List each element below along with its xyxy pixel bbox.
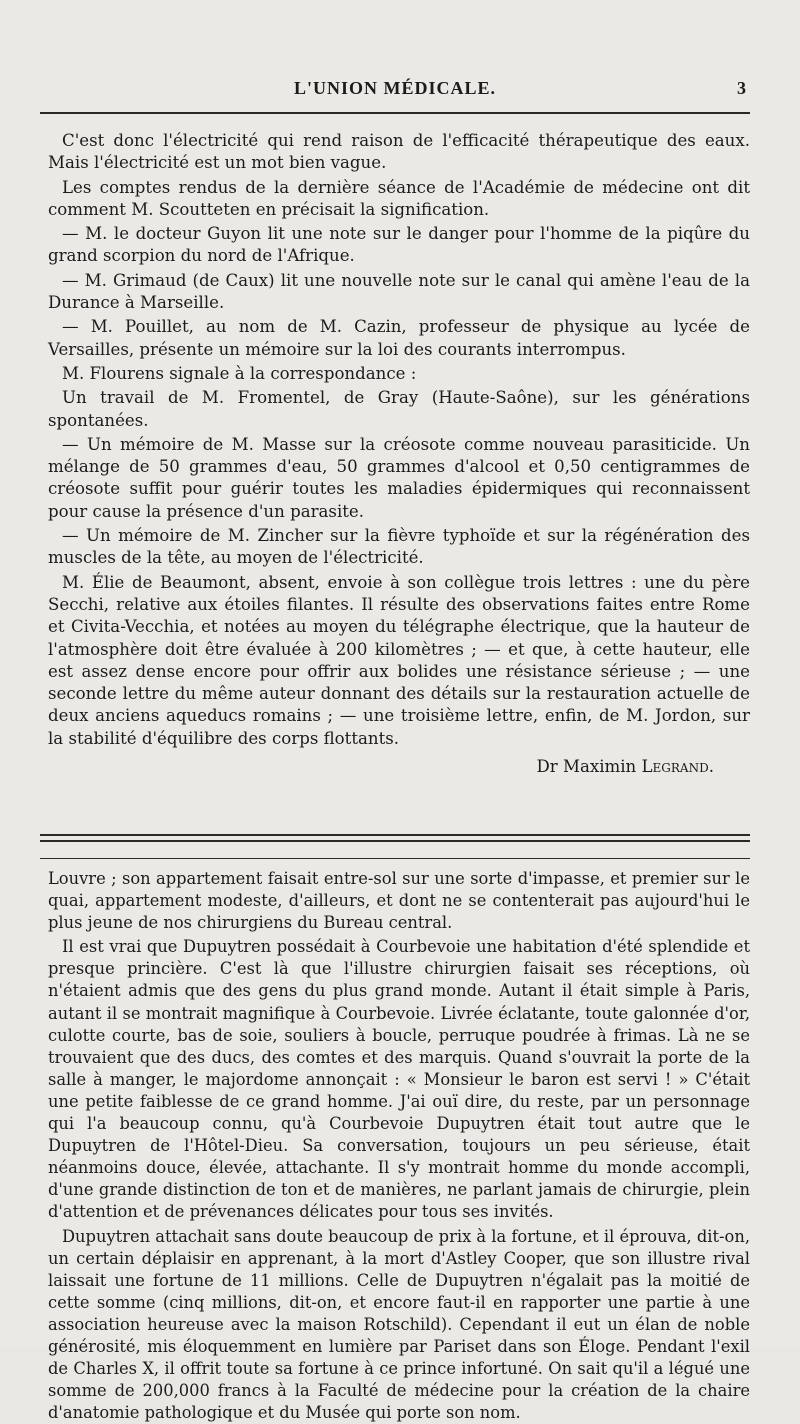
paragraph: — Un mémoire de M. Masse sur la créosote comme nouveau parasiticide. Un mélange de 50 grammes d'eau, 50 grammes d'alcool et 0,50 centigrammes de créosote suffit pour guérir toutes les maladies épidermiques qui reconnaissent pour cause la présence d'un parasite. <box>48 434 750 523</box>
paragraph: Les comptes rendus de la dernière séance de l'Académie de médecine ont dit comment M. Scoutteten en précisait la signification. <box>48 177 750 222</box>
paragraph: Un travail de M. Fromentel, de Gray (Haute-Saône), sur les générations spontanées. <box>48 387 750 432</box>
header-rule <box>40 112 750 114</box>
journal-title: L'UNION MÉDICALE. <box>40 78 750 99</box>
paragraph: — M. le docteur Guyon lit une note sur le danger pour l'homme de la piqûre du grand scorpion du nord de l'Afrique. <box>48 223 750 268</box>
paragraph: — Un mémoire de M. Zincher sur la fièvre typhoïde et sur la régénération des muscles de la tête, au moyen de l'électricité. <box>48 525 750 570</box>
upper-article <box>48 130 750 778</box>
author-signature <box>48 756 750 778</box>
paragraph: C'est donc l'électricité qui rend raison de l'efficacité thérapeutique des eaux. Mais l'électricité est un mot bien vague. <box>48 130 750 175</box>
section-divider <box>40 834 750 836</box>
feuilleton-rule <box>40 858 750 859</box>
paragraph: — M. Grimaud (de Caux) lit une nouvelle note sur le canal qui amène l'eau de la Durance à Marseille. <box>48 270 750 315</box>
paragraph: Il est vrai que Dupuytren possédait à Courbevoie une habitation d'été splendide et presque princière. C'est là que l'illustre chirurgien faisait ses réceptions, où n'étaient admis que des gens du plus grand monde. Autant il était simple à Paris, autant il se montrait magnifique à Courbevoie. Livrée éclatante, toute galonnée d'or, culotte courte, bas de soie, souliers à boucle, perruque poudrée à frimas. Là ne se trouvaient que des ducs, des comtes et des marquis. Quand s'ouvrait la porte de la salle à manger, le majordome annonçait : « Monsieur le baron est servi ! » C'était une petite faiblesse de ce grand homme. J'ai ouï dire, du reste, par un personnage qui l'a beaucoup connu, qu'à Courbevoie Dupuytren était tout autre que le Dupuytren de l'Hôtel-Dieu. Sa conversation, toujours un peu sérieuse, était néanmoins douce, élevée, attachante. Il s'y montrait homme du monde accompli, d'une grande distinction de ton et de manières, ne parlant jamais de chirurgie, plein d'attention et de prévenances délicates pour tous ses invités. <box>48 936 750 1223</box>
signature-prefix: Dr Maximin <box>536 757 636 776</box>
paragraph: Louvre ; son appartement faisait entre-sol sur une sorte d'impasse, et premier sur le quai, appartement modeste, d'ailleurs, et dont ne se contenterait pas aujourd'hui le plus jeune de nos chirurgiens du Bureau central. <box>48 868 750 934</box>
signature-name: Legrand. <box>642 757 714 776</box>
paragraph: — M. Pouillet, au nom de M. Cazin, professeur de physique au lycée de Versailles, présente un mémoire sur la loi des courants interrompus. <box>48 316 750 361</box>
feuilleton-article <box>48 868 750 1424</box>
page-number: 3 <box>737 78 746 99</box>
page-header <box>40 78 750 106</box>
section-divider <box>40 840 750 842</box>
paragraph: M. Flourens signale à la correspondance : <box>48 363 750 385</box>
paragraph: M. Élie de Beaumont, absent, envoie à son collègue trois lettres : une du père Secchi, relative aux étoiles filantes. Il résulte des observations faites entre Rome et Civita-Vecchia, et notées au moyen du télégraphe électrique, que la hauteur de l'atmosphère doit être évaluée à 200 kilomètres ; — et que, à cette hauteur, elle est assez dense encore pour offrir aux bolides une résistance sérieuse ; — une seconde lettre du même auteur donnant des détails sur la restauration actuelle de deux anciens aqueducs romains ; — une troisième lettre, enfin, de M. Jordon, sur la stabilité d'équilibre des corps flottants. <box>48 572 750 750</box>
paragraph: Dupuytren attachait sans doute beaucoup de prix à la fortune, et il éprouva, dit-on, un certain déplaisir en apprenant, à la mort d'Astley Cooper, que son illustre rival laissait une fortune de 11 millions. Celle de Dupuytren n'égalait pas la moitié de cette somme (cinq millions, dit-on, et encore faut-il en rapporter une partie à une association heureuse avec la maison Rotschild). Cependant il eut un élan de noble générosité, mis éloquemment en lumière par Pariset dans son Éloge. Pendant l'exil de Charles X, il offrit toute sa fortune à ce prince infortuné. On sait qu'il a légué une somme de 200,000 francs à la Faculté de médecine pour la création de la chaire d'anatomie pathologique et du Musée qui porte son nom. <box>48 1226 750 1424</box>
